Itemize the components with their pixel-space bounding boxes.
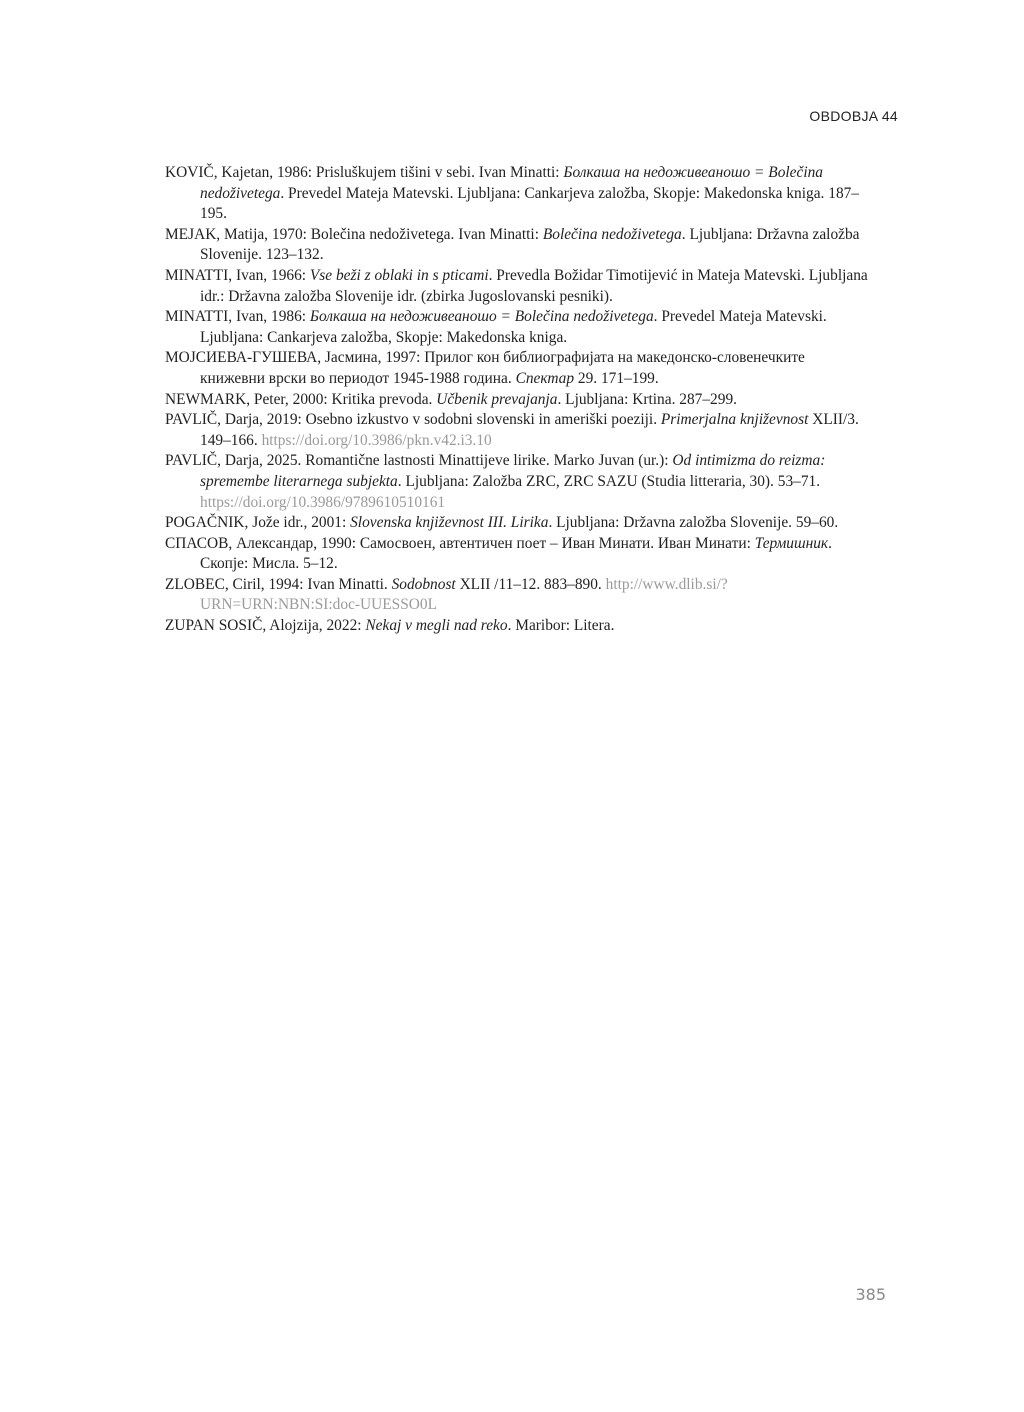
running-head: OBDOBJA 44 xyxy=(809,108,898,124)
reference-text: . Ljubljana: Državna založba Slovenije. 59–60. xyxy=(548,514,839,532)
reference-title: Болкаша на недоживеаношо = Bolečina nedoživetega xyxy=(200,164,823,202)
reference-entry xyxy=(165,575,870,616)
reference-text: . Ljubljana: Krtina. 287–299. xyxy=(557,390,737,408)
reference-text: . Скопје: Мисла. 5–12. xyxy=(200,534,832,573)
reference-entry xyxy=(165,616,870,637)
reference-text: . Ljubljana: Državna založba Slovenije. 123–132. xyxy=(200,225,860,264)
reference-title: Nekaj v megli nad reko xyxy=(365,617,508,635)
reference-text: . Prevedla Božidar Timotijević in Mateja Matevski. Ljubljana idr.: Državna založba Slovenije idr. (zbirka Jugoslovanski pesniki). xyxy=(200,266,868,305)
reference-text: XLII /11–12. 883–890. xyxy=(455,575,606,593)
reference-title: Bolečina nedoživetega xyxy=(542,225,682,243)
reference-title: Od intimizma do reizma: spremembe literarnega subjekta xyxy=(200,452,826,490)
reference-text: МОЈСИЕВА-ГУШЕВА, Јасмина, 1997: Прилог кон библиографијата на македонско-словенечките книжевни врски во периодот 1945-1988 година. xyxy=(165,349,805,387)
reference-text: PAVLIČ, Darja, 2025. Romantične lastnosti Minattijeve lirike. Marko Juvan (ur.): xyxy=(165,452,673,470)
reference-text: PAVLIČ, Darja, 2019: Osebno izkustvo v sodobni slovenski in ameriški poeziji. xyxy=(165,411,661,429)
reference-text: СПАСОВ, Александар, 1990: Самосвоен, автентичен поет – Иван Минати. Иван Минати: xyxy=(165,534,755,552)
reference-text: XLII/3. 149–166. xyxy=(200,411,859,449)
reference-text: ZUPAN SOSIČ, Alojzija, 2022: xyxy=(165,617,366,635)
reference-text: MEJAK, Matija, 1970: Bolečina nedoživetega. Ivan Minatti: xyxy=(165,225,543,243)
reference-text: MINATTI, Ivan, 1986: xyxy=(165,308,310,326)
reference-text: ZLOBEC, Ciril, 1994: Ivan Minatti. xyxy=(165,575,392,593)
reference-text: MINATTI, Ivan, 1966: xyxy=(165,266,310,284)
reference-text: . Ljubljana: Založba ZRC, ZRC SAZU (Studia litteraria, 30). 53–71. xyxy=(397,472,821,490)
reference-entry xyxy=(165,451,870,513)
reference-title: Primerjalna književnost xyxy=(660,411,809,429)
reference-text: . Maribor: Litera. xyxy=(507,617,615,635)
reference-title: Sodobnost xyxy=(391,575,456,593)
reference-link[interactable]: https://doi.org/10.3986/pkn.v42.i3.10 xyxy=(261,431,492,449)
reference-text: POGAČNIK, Jože idr., 2001: xyxy=(165,514,351,532)
reference-title: Učbenik prevajanja xyxy=(436,390,558,408)
reference-entry xyxy=(165,513,870,534)
reference-title: Спектар xyxy=(515,369,575,387)
reference-entry xyxy=(165,534,870,575)
reference-link[interactable]: https://doi.org/10.3986/9789610510161 xyxy=(200,493,446,511)
reference-text: KOVIČ, Kajetan, 1986: Prisluškujem tišini v sebi. Ivan Minatti: xyxy=(165,164,564,181)
reference-text: 29. 171–199. xyxy=(574,369,659,387)
reference-title: Болкаша на недоживеаношо = Bolečina nedoživetega xyxy=(309,308,654,326)
reference-entry xyxy=(165,225,870,266)
reference-list xyxy=(165,163,870,637)
reference-text: . Prevedel Mateja Matevski. Ljubljana: Cankarjeva založba, Skopje: Makedonska kniga. 187–195. xyxy=(200,184,860,223)
reference-text: NEWMARK, Peter, 2000: Kritika prevoda. xyxy=(165,390,437,408)
reference-title: Термишник xyxy=(754,534,829,552)
reference-entry xyxy=(165,348,870,389)
reference-link[interactable]: http://www.dlib.si/?URN=URN:NBN:SI:doc-UUESSO0L xyxy=(200,575,728,614)
reference-entry xyxy=(165,307,870,348)
reference-entry xyxy=(165,390,870,411)
reference-entry xyxy=(165,163,870,225)
reference-entry xyxy=(165,410,870,451)
reference-title: Slovenska književnost III. Lirika xyxy=(350,514,549,532)
page-number: 385 xyxy=(855,1285,886,1304)
reference-title: Vse beži z oblaki in s pticami xyxy=(309,266,489,284)
reference-entry xyxy=(165,266,870,307)
reference-text: . Prevedel Mateja Matevski. Ljubljana: Cankarjeva založba, Skopje: Makedonska kniga. xyxy=(200,308,827,346)
